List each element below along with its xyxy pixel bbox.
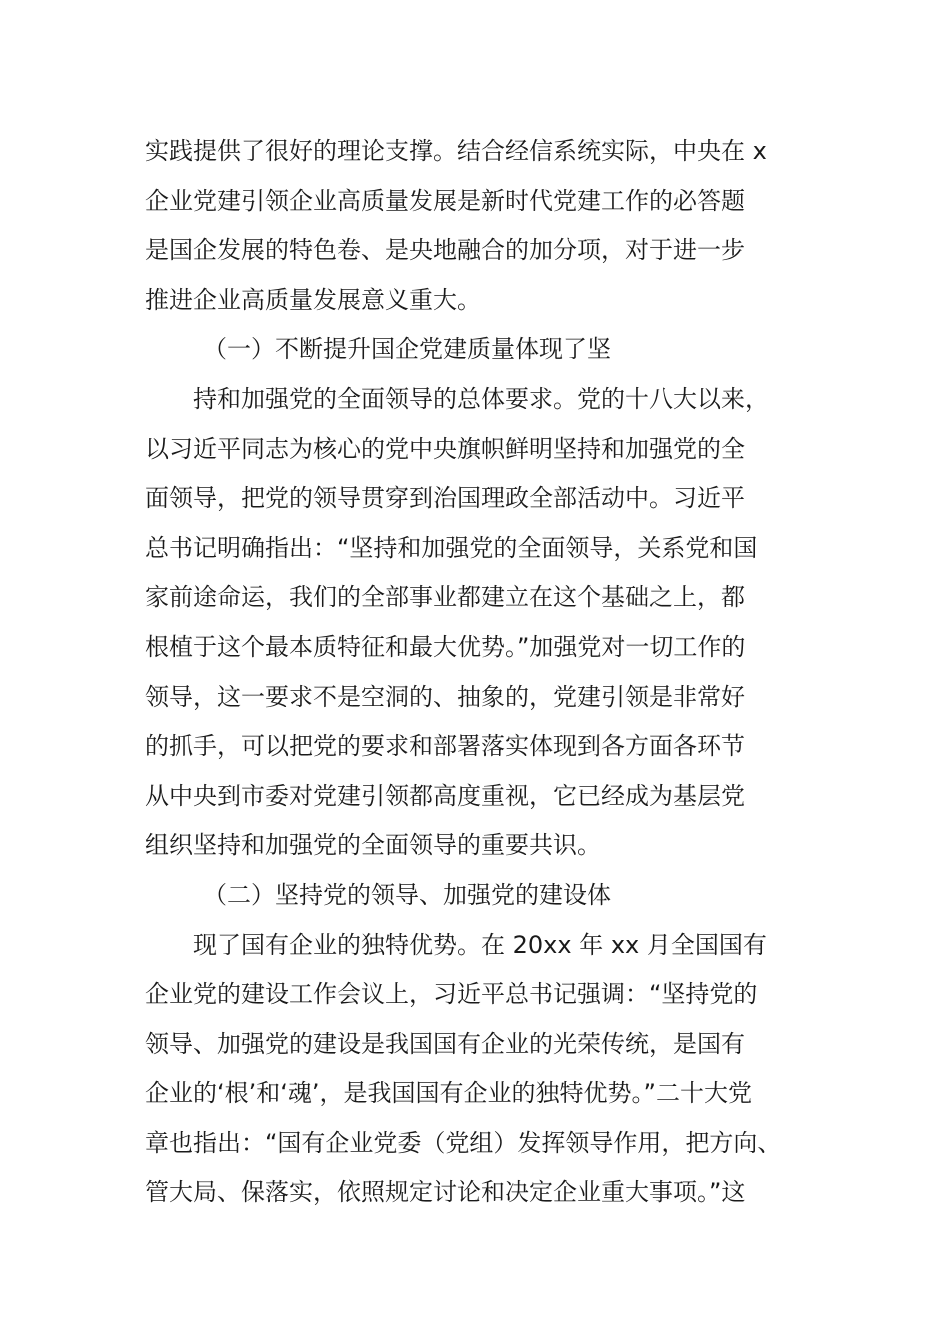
text-line: 企业的‘根’和‘魂’，是我国国有企业的独特优势。”二十大党 — [145, 1079, 752, 1108]
text-line: 持和加强党的全面领导的总体要求。党的十八大以来， — [193, 384, 769, 413]
text-line: 组织坚持和加强党的全面领导的重要共识。 — [145, 831, 601, 860]
text-line: 的抓手，可以把党的要求和部署落实体现到各方面各环节 — [145, 732, 745, 761]
text-line: 以习近平同志为核心的党中央旗帜鲜明坚持和加强党的全 — [145, 434, 745, 463]
text-line: 企业党的建设工作会议上，习近平总书记强调：“坚持党的 — [145, 980, 758, 1009]
text-line: 总书记明确指出：“坚持和加强党的全面领导，关系党和国 — [145, 533, 758, 562]
text-line: 面领导，把党的领导贯穿到治国理政全部活动中。习近平 — [145, 484, 745, 513]
text-line: 从中央到市委对党建引领都高度重视，它已经成为基层党 — [145, 781, 745, 810]
text-line: 现了国有企业的独特优势。在 20xx 年 xx 月全国国有 — [193, 930, 767, 959]
text-line: 领导，这一要求不是空洞的、抽象的，党建引领是非常好 — [145, 682, 745, 711]
text-line: 企业党建引领企业高质量发展是新时代党建工作的必答题 — [145, 186, 745, 215]
document-body — [145, 127, 845, 1218]
text-line: 管大局、保落实，依照规定讨论和决定企业重大事项。”这 — [145, 1178, 746, 1207]
text-line: 章也指出：“国有企业党委（党组）发挥领导作用，把方向、 — [145, 1128, 782, 1157]
text-line: 推进企业高质量发展意义重大。 — [145, 285, 481, 314]
text-line: 实践提供了很好的理论支撑。结合经信系统实际，中央在 x — [145, 137, 767, 165]
text-line: 家前途命运，我们的全部事业都建立在这个基础之上，都 — [145, 583, 745, 612]
text-line: 根植于这个最本质特征和最大优势。”加强党对一切工作的 — [145, 632, 746, 661]
section-heading-1: （一）不断提升国企党建质量体现了坚 — [203, 335, 611, 364]
section-heading-2: （二）坚持党的领导、加强党的建设体 — [203, 880, 611, 909]
text-line: 领导、加强党的建设是我国国有企业的光荣传统，是国有 — [145, 1029, 745, 1058]
text-line: 是国企发展的特色卷、是央地融合的加分项，对于进一步 — [145, 236, 745, 265]
